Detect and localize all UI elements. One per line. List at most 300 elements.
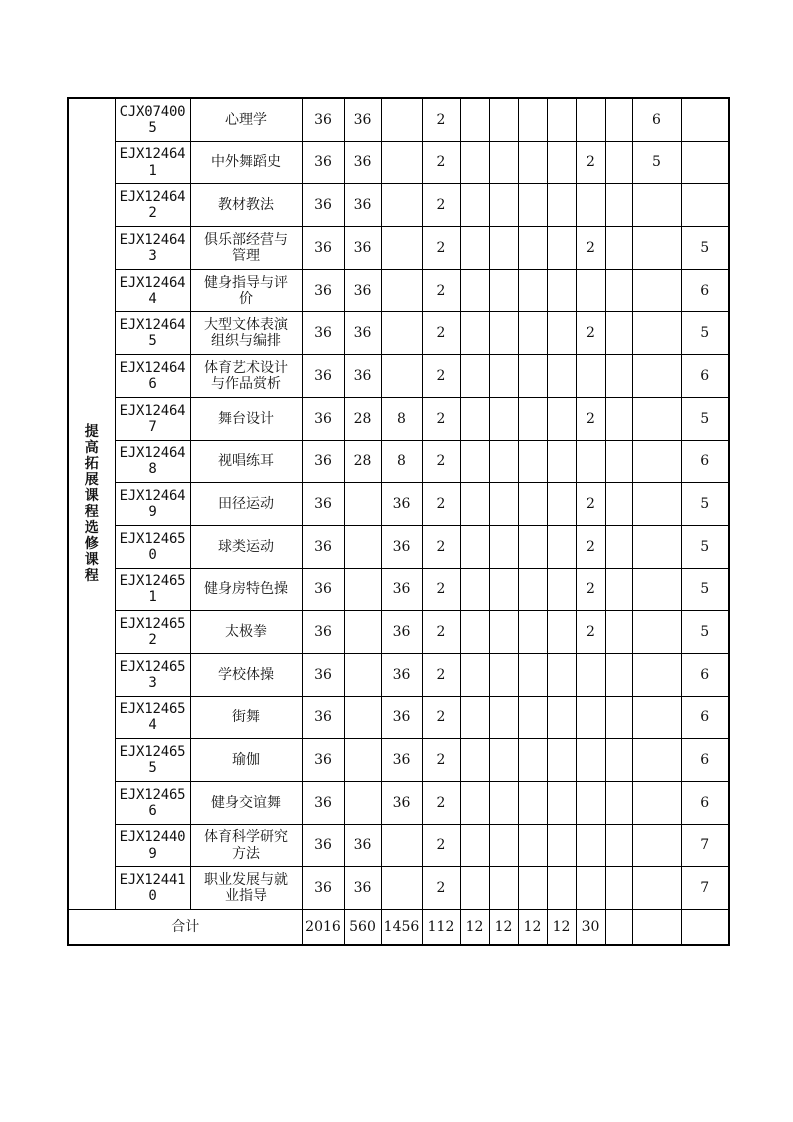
value-cell [489,525,518,568]
value-cell [344,653,381,696]
value-cell: 36 [344,227,381,270]
value-cell: 36 [344,824,381,867]
course-name: 俱乐部经营与管理 [190,227,302,270]
value-cell [381,98,422,141]
value-cell [547,782,576,825]
course-name: 教材教法 [190,184,302,227]
value-cell: 6 [681,440,729,483]
value-cell [605,867,632,910]
value-cell [518,568,547,611]
value-cell [460,184,489,227]
value-cell [518,824,547,867]
value-cell [576,824,605,867]
course-name: 大型文体表演组织与编排 [190,312,302,355]
value-cell [489,824,518,867]
value-cell: 36 [302,397,344,440]
course-name: 球类运动 [190,525,302,568]
value-cell: 36 [344,141,381,184]
course-name: 视唱练耳 [190,440,302,483]
value-cell: 36 [302,525,344,568]
value-cell: 2 [422,867,460,910]
value-cell: 2 [422,568,460,611]
value-cell [518,397,547,440]
value-cell: 2 [576,312,605,355]
course-name: 健身房特色操 [190,568,302,611]
value-cell [632,696,681,739]
value-cell [632,227,681,270]
total-value-cell [605,910,632,946]
table-row [68,227,729,270]
total-value-cell [632,910,681,946]
value-cell: 2 [576,611,605,654]
value-cell [344,568,381,611]
value-cell [460,98,489,141]
value-cell [632,184,681,227]
value-cell [547,312,576,355]
value-cell: 36 [302,98,344,141]
total-value-cell [681,910,729,946]
value-cell: 36 [381,568,422,611]
value-cell: 2 [422,355,460,398]
value-cell [547,227,576,270]
value-cell [460,525,489,568]
value-cell [518,611,547,654]
value-cell: 2 [422,824,460,867]
table-row [68,141,729,184]
value-cell [632,483,681,526]
value-cell: 36 [302,568,344,611]
value-cell: 36 [302,611,344,654]
value-cell: 2 [576,397,605,440]
value-cell [489,568,518,611]
course-name: 舞台设计 [190,397,302,440]
value-cell: 36 [381,782,422,825]
total-value-cell: 112 [422,910,460,946]
course-name: 体育艺术设计与作品赏析 [190,355,302,398]
value-cell [489,355,518,398]
value-cell: 36 [381,653,422,696]
value-cell: 2 [422,525,460,568]
course-code: EJX124650 [115,525,190,568]
value-cell [547,98,576,141]
course-name: 体育科学研究方法 [190,824,302,867]
value-cell [381,824,422,867]
value-cell [547,824,576,867]
value-cell: 6 [681,269,729,312]
value-cell [605,141,632,184]
value-cell [381,355,422,398]
value-cell [489,184,518,227]
value-cell [381,227,422,270]
value-cell [605,782,632,825]
value-cell [344,611,381,654]
value-cell [381,184,422,227]
value-cell: 2 [422,483,460,526]
value-cell: 7 [681,824,729,867]
value-cell [518,483,547,526]
value-cell: 2 [576,227,605,270]
value-cell: 36 [302,653,344,696]
value-cell: 6 [632,98,681,141]
value-cell [381,141,422,184]
table-row [68,397,729,440]
value-cell: 2 [576,483,605,526]
value-cell [518,739,547,782]
value-cell: 2 [422,227,460,270]
table-row [68,824,729,867]
category-label [68,98,115,910]
value-cell: 5 [681,568,729,611]
value-cell [605,440,632,483]
value-cell [344,483,381,526]
value-cell: 5 [681,611,729,654]
table-row [68,483,729,526]
value-cell [576,98,605,141]
value-cell: 36 [302,782,344,825]
value-cell: 6 [681,782,729,825]
value-cell: 6 [681,355,729,398]
value-cell [460,227,489,270]
value-cell: 36 [302,227,344,270]
value-cell: 8 [381,440,422,483]
category-label-text: 提高拓展课程选修课程 [84,423,99,585]
value-cell [518,227,547,270]
course-code: EJX124653 [115,653,190,696]
table-row [68,440,729,483]
value-cell: 6 [681,653,729,696]
value-cell [460,312,489,355]
course-name: 中外舞蹈史 [190,141,302,184]
value-cell [460,653,489,696]
value-cell [547,440,576,483]
value-cell: 36 [302,141,344,184]
value-cell: 5 [681,312,729,355]
value-cell: 2 [422,397,460,440]
course-code: EJX124646 [115,355,190,398]
course-code: EJX124642 [115,184,190,227]
value-cell [547,611,576,654]
value-cell [681,184,729,227]
value-cell [576,269,605,312]
value-cell [518,141,547,184]
value-cell: 7 [681,867,729,910]
value-cell: 5 [681,483,729,526]
value-cell [681,141,729,184]
value-cell: 36 [302,269,344,312]
course-code: EJX124649 [115,483,190,526]
value-cell [518,653,547,696]
value-cell [605,568,632,611]
value-cell [632,611,681,654]
value-cell [632,397,681,440]
value-cell [381,312,422,355]
value-cell: 36 [344,312,381,355]
value-cell: 2 [576,525,605,568]
value-cell [489,227,518,270]
course-code: EJX124645 [115,312,190,355]
value-cell [518,269,547,312]
value-cell [605,824,632,867]
value-cell: 8 [381,397,422,440]
value-cell [632,739,681,782]
course-name: 街舞 [190,696,302,739]
value-cell [460,269,489,312]
value-cell [632,653,681,696]
value-cell [518,525,547,568]
value-cell: 36 [302,867,344,910]
course-name: 健身指导与评价 [190,269,302,312]
value-cell [489,739,518,782]
value-cell: 2 [422,782,460,825]
course-name: 瑜伽 [190,739,302,782]
value-cell: 36 [344,98,381,141]
value-cell [381,269,422,312]
value-cell: 2 [422,98,460,141]
value-cell [632,269,681,312]
table-row [68,696,729,739]
course-code: EJX124410 [115,867,190,910]
value-cell: 6 [681,739,729,782]
total-value-cell: 12 [489,910,518,946]
value-cell [605,269,632,312]
total-value-cell: 1456 [381,910,422,946]
value-cell: 5 [681,525,729,568]
course-name: 太极拳 [190,611,302,654]
value-cell [460,782,489,825]
course-plan-table [67,97,730,946]
course-code: EJX124654 [115,696,190,739]
total-label: 合计 [68,910,302,946]
course-name: 健身交谊舞 [190,782,302,825]
value-cell [632,568,681,611]
value-cell [576,739,605,782]
value-cell [605,483,632,526]
value-cell: 36 [344,355,381,398]
course-name: 职业发展与就业指导 [190,867,302,910]
value-cell [547,867,576,910]
course-code: EJX124656 [115,782,190,825]
value-cell [344,525,381,568]
table-row [68,184,729,227]
course-code: EJX124643 [115,227,190,270]
value-cell: 28 [344,397,381,440]
course-code: CJX074005 [115,98,190,141]
value-cell [344,782,381,825]
table-row [68,355,729,398]
value-cell: 36 [302,739,344,782]
value-cell [489,440,518,483]
value-cell [681,98,729,141]
value-cell [344,739,381,782]
value-cell [518,98,547,141]
total-value-cell: 30 [576,910,605,946]
value-cell [518,696,547,739]
value-cell [489,141,518,184]
value-cell: 5 [681,227,729,270]
total-value-cell: 12 [518,910,547,946]
value-cell [547,739,576,782]
value-cell [460,397,489,440]
course-name: 学校体操 [190,653,302,696]
course-code: EJX124655 [115,739,190,782]
value-cell: 36 [302,312,344,355]
course-code: EJX124648 [115,440,190,483]
value-cell: 36 [381,696,422,739]
course-code: EJX124651 [115,568,190,611]
value-cell: 2 [576,568,605,611]
value-cell: 5 [681,397,729,440]
value-cell [547,568,576,611]
value-cell [547,483,576,526]
value-cell [632,867,681,910]
value-cell [576,782,605,825]
value-cell [518,312,547,355]
value-cell [518,440,547,483]
table-row [68,98,729,141]
total-row [68,910,729,946]
value-cell: 2 [422,611,460,654]
value-cell: 2 [422,269,460,312]
course-code: EJX124641 [115,141,190,184]
value-cell [489,782,518,825]
value-cell [605,525,632,568]
value-cell [576,867,605,910]
value-cell [344,696,381,739]
value-cell [460,483,489,526]
value-cell: 36 [381,611,422,654]
value-cell [547,696,576,739]
value-cell [547,184,576,227]
value-cell [632,782,681,825]
value-cell [460,141,489,184]
value-cell [576,440,605,483]
value-cell: 36 [302,483,344,526]
value-cell: 2 [422,141,460,184]
value-cell [489,269,518,312]
value-cell [489,611,518,654]
table-row [68,739,729,782]
value-cell [605,355,632,398]
value-cell [381,867,422,910]
value-cell [632,440,681,483]
value-cell: 36 [302,355,344,398]
value-cell: 36 [381,739,422,782]
value-cell [632,525,681,568]
value-cell [576,696,605,739]
total-value-cell: 12 [547,910,576,946]
course-code: EJX124652 [115,611,190,654]
value-cell: 2 [422,739,460,782]
value-cell [489,98,518,141]
value-cell [605,696,632,739]
value-cell [489,312,518,355]
value-cell: 2 [422,184,460,227]
total-value-cell: 2016 [302,910,344,946]
value-cell [518,867,547,910]
value-cell: 2 [422,440,460,483]
value-cell: 2 [422,312,460,355]
value-cell [547,653,576,696]
value-cell [576,184,605,227]
value-cell [547,397,576,440]
value-cell [632,355,681,398]
course-code: EJX124409 [115,824,190,867]
value-cell: 6 [681,696,729,739]
value-cell: 36 [381,525,422,568]
value-cell: 2 [576,141,605,184]
value-cell [605,312,632,355]
value-cell [460,568,489,611]
value-cell [460,824,489,867]
value-cell [547,525,576,568]
value-cell [489,867,518,910]
value-cell: 36 [302,184,344,227]
value-cell: 36 [344,269,381,312]
course-name: 田径运动 [190,483,302,526]
value-cell [632,312,681,355]
value-cell [489,696,518,739]
table-row [68,312,729,355]
value-cell [489,397,518,440]
value-cell [489,483,518,526]
value-cell [576,653,605,696]
table-row [68,653,729,696]
value-cell [460,867,489,910]
value-cell [460,739,489,782]
table-row [68,611,729,654]
value-cell [460,611,489,654]
table-row [68,568,729,611]
value-cell [605,653,632,696]
table-row [68,269,729,312]
value-cell [518,782,547,825]
course-code: EJX124647 [115,397,190,440]
value-cell [460,355,489,398]
total-value-cell: 560 [344,910,381,946]
course-code: EJX124644 [115,269,190,312]
value-cell [605,397,632,440]
value-cell [632,824,681,867]
value-cell [460,696,489,739]
table-row [68,782,729,825]
value-cell [605,98,632,141]
value-cell: 36 [302,824,344,867]
value-cell [605,611,632,654]
table-body [68,98,729,945]
course-name: 心理学 [190,98,302,141]
value-cell [576,355,605,398]
value-cell [547,355,576,398]
value-cell: 36 [302,440,344,483]
table-row [68,867,729,910]
value-cell [489,653,518,696]
value-cell [605,739,632,782]
value-cell [460,440,489,483]
table-row [68,525,729,568]
value-cell [605,227,632,270]
value-cell: 2 [422,653,460,696]
value-cell: 28 [344,440,381,483]
value-cell: 2 [422,696,460,739]
total-value-cell: 12 [460,910,489,946]
value-cell: 36 [344,867,381,910]
value-cell [518,355,547,398]
value-cell: 36 [381,483,422,526]
value-cell [547,141,576,184]
value-cell [518,184,547,227]
value-cell: 5 [632,141,681,184]
value-cell [605,184,632,227]
